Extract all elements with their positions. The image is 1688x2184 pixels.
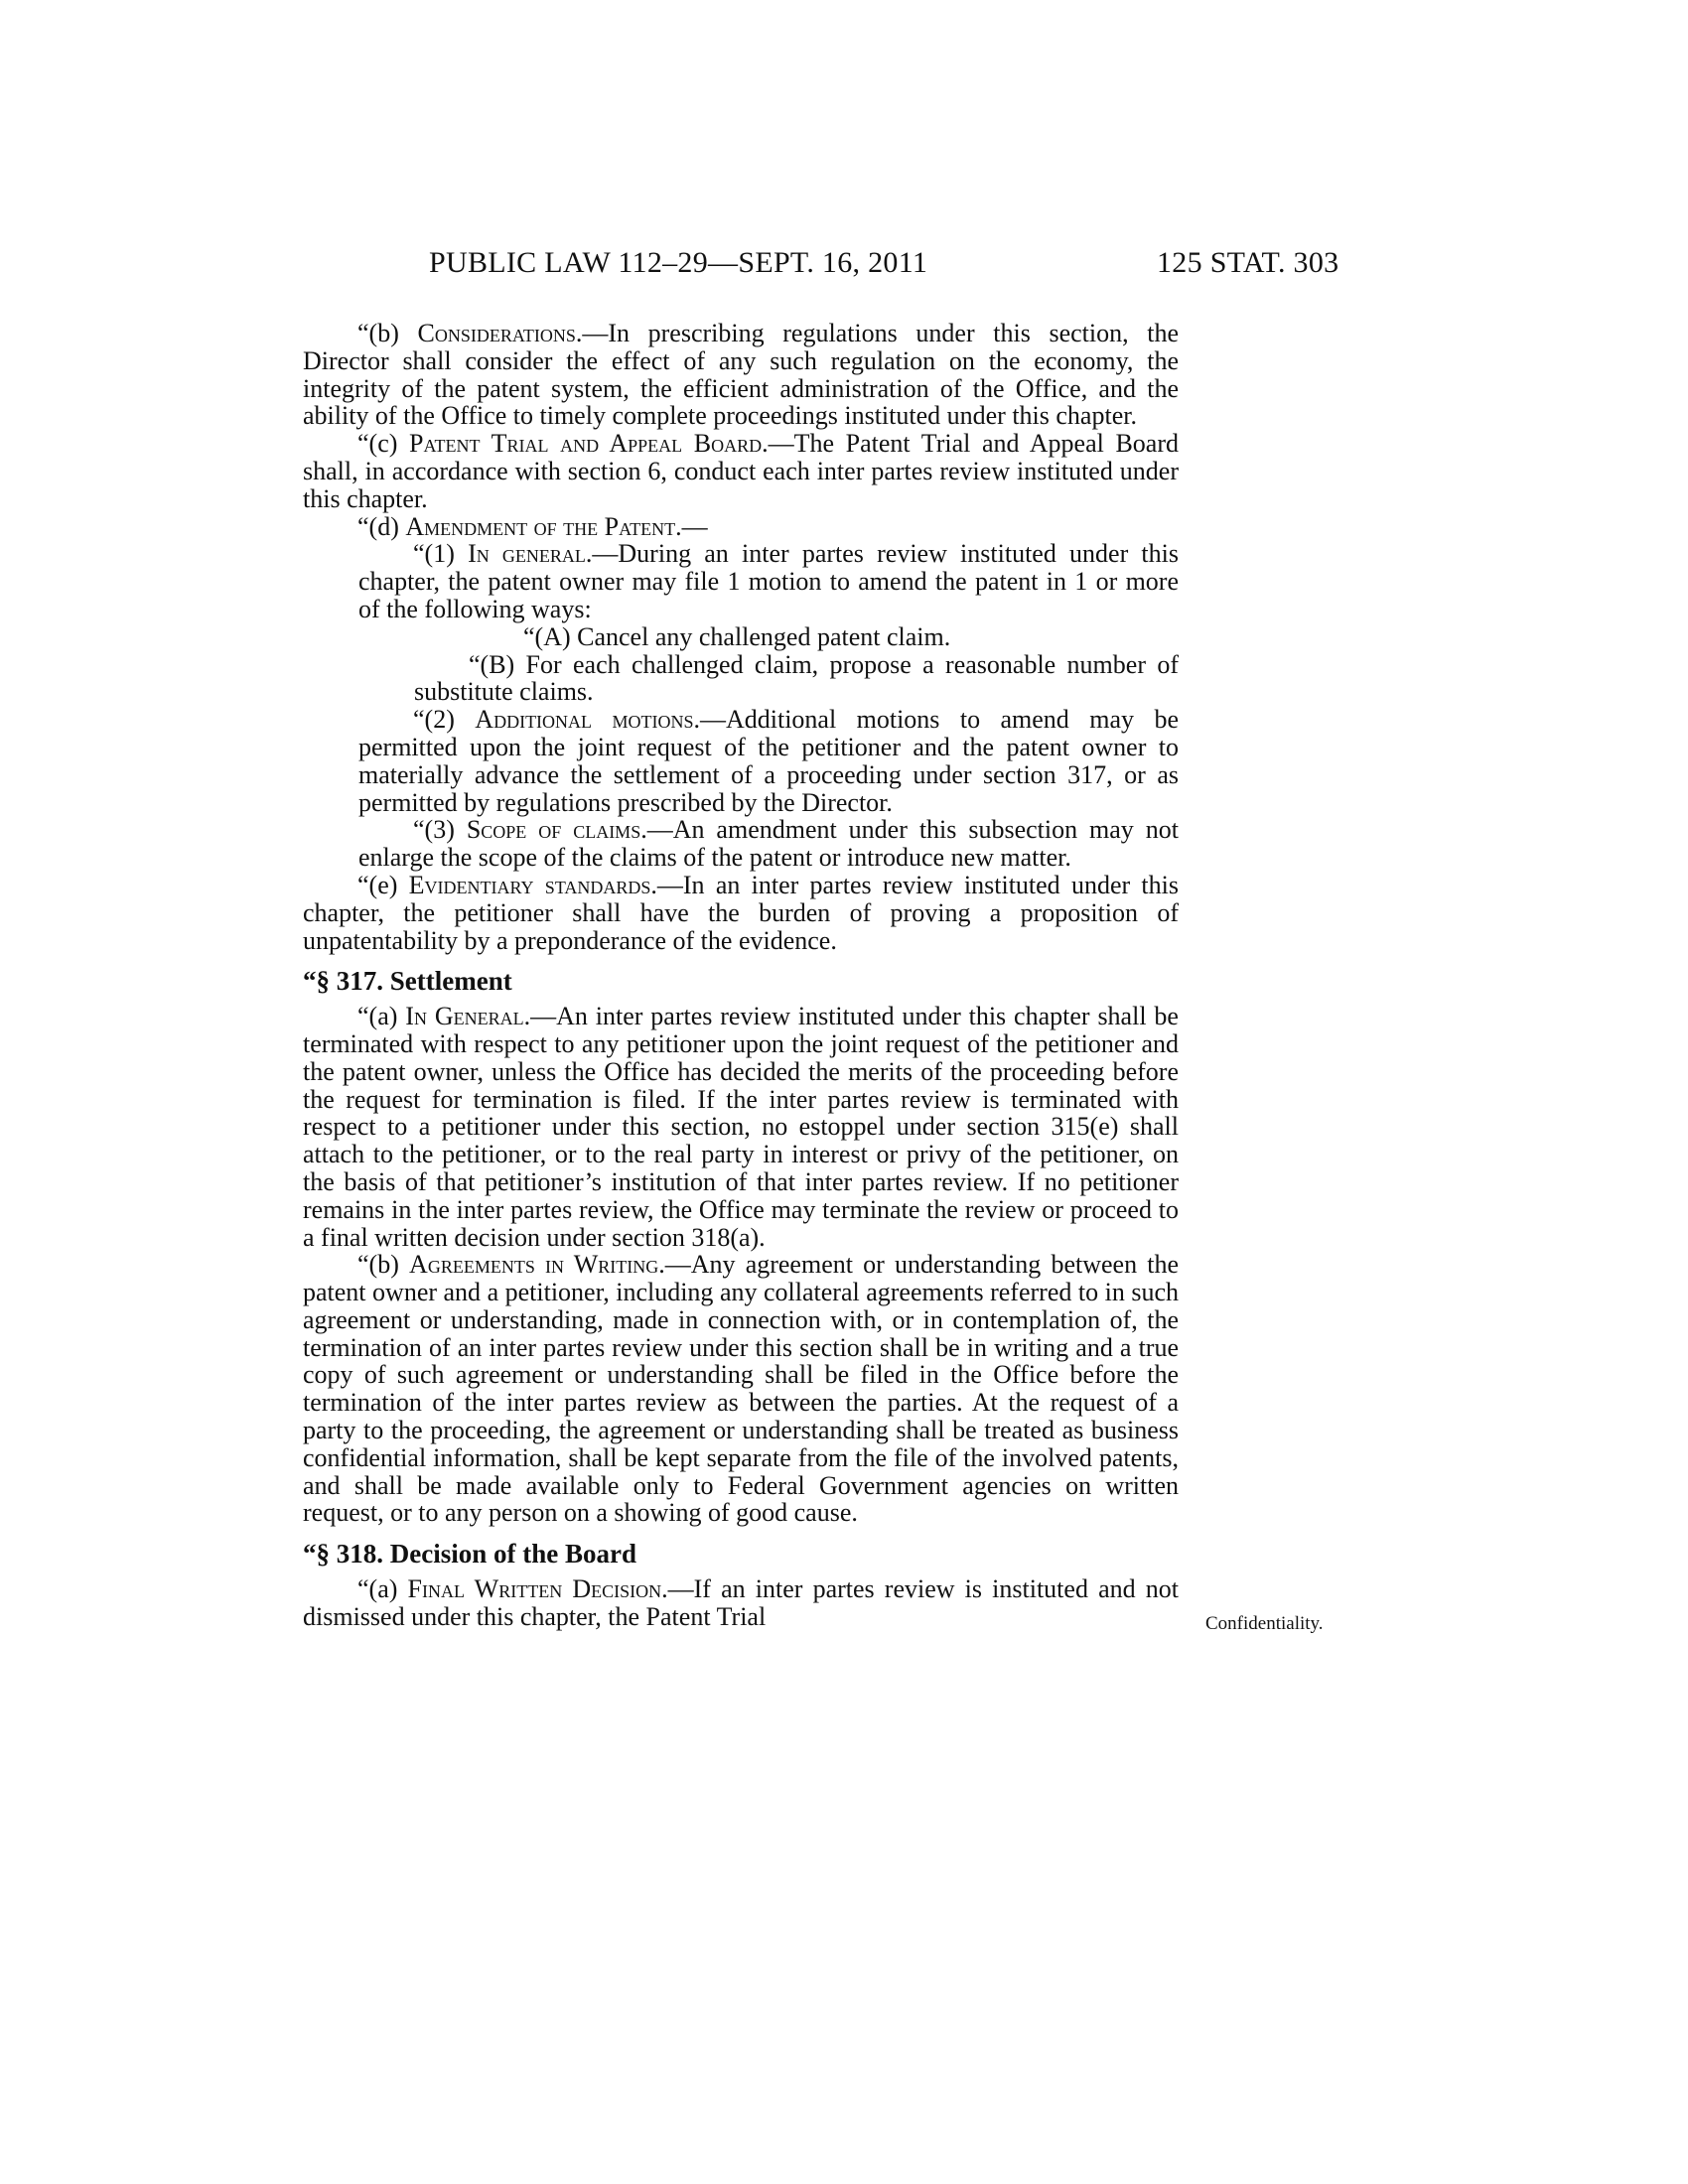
page-header — [0, 246, 1688, 286]
caption: In general — [468, 539, 586, 569]
caption: Considerations — [417, 319, 576, 347]
section-317-b: “(b) Agreements in Writing.—Any agreement or understanding between the patent owner and a petitioner, including any collateral agreements referred to in such agreement or understanding, made in connection with, or in contemplation of, the termination of an inter partes review under this section shall be in writing and a true copy of such agreement or understanding shall be filed in the Office before the termination of the inter partes review as between the parties. At the request of a party to the proceeding, the agreement or understanding shall be treated as business confidential information, shall be kept separate from the file of the involved patents, and shall be made available only to Federal Government agencies on written request, or to any person on a showing of good cause. — [303, 1250, 1180, 1528]
clause-d1-a: “(A) Cancel any challenged patent claim. — [523, 621, 951, 651]
caption: Amendment of the Patent — [405, 511, 676, 541]
paragraph-d3-scope: “(3) Scope of claims.—An amendment under this subsection may not enlarge the scope of the claims of the patent or introduce new matter. — [358, 815, 1179, 873]
caption: In General — [405, 1002, 524, 1031]
subsection-e-evidentiary: “(e) Evidentiary standards.—In an inter partes review instituted under this chapter, the petitioner shall have the burden of proving a proposition of unpatentability by a preponderance of the evidence. — [303, 870, 1179, 955]
caption: Patent Trial and Appeal Board — [409, 429, 763, 459]
section-317-a: “(a) In General.—An inter partes review instituted under this chapter shall be terminated with respect to any petitioner upon the joint request of the petitioner and the patent owner, unless the Office has decided the merits of the proceeding before the request for termination is filed. If the inter partes review is terminated with respect to a petitioner under this section, no estoppel under section 315(e) shall attach to the petitioner, or to the real party in interest or privy of the petitioner, on the basis of that petitioner’s institution of that inter partes review. If no petitioner remains in the inter partes review, the Office may terminate the review or proceed to a final written decision under section 318(a). — [303, 1002, 1179, 1252]
clause-d1-b: “(B) For each challenged claim, propose a reasonable number of substitute claims. — [414, 649, 1179, 707]
running-title: PUBLIC LAW 112–29—SEPT. 16, 2011 — [429, 246, 928, 279]
section-317-heading: “§ 317. Settlement — [303, 966, 512, 997]
statute-page-number: 125 STAT. 303 — [1157, 246, 1339, 279]
caption: Scope of claims — [466, 815, 641, 845]
paragraph-d1-general: “(1) In general.—During an inter partes review instituted under this chapter, the patent owner may file 1 motion to amend the patent in 1 or more of the following ways: — [358, 539, 1179, 623]
subsection-c-board: “(c) Patent Trial and Appeal Board.—The Patent Trial and Appeal Board shall, in accordance with section 6, conduct each inter partes review instituted under this chapter. — [303, 429, 1179, 513]
margin-note-confidentiality: Confidentiality. — [1205, 1613, 1324, 1634]
caption: Agreements in Writing — [409, 1250, 659, 1280]
section-318-a: “(a) Final Written Decision.—If an inter partes review is instituted and not dismissed under this chapter, the Patent Trial — [303, 1574, 1179, 1631]
section-318-heading: “§ 318. Decision of the Board — [303, 1539, 636, 1570]
document-body — [303, 320, 1179, 1631]
subsection-b-considerations: “(b) Considerations.—In prescribing regulations under this section, the Director shall consider the effect of any such regulation on the economy, the integrity of the patent system, the efficient administration of the Office, and the ability of the Office to timely complete proceedings instituted under this chapter. — [303, 319, 1179, 431]
caption: Final Written Decision — [407, 1574, 662, 1604]
caption: Additional motions — [475, 705, 694, 735]
subsection-d-amendment: “(d) Amendment of the Patent.— — [357, 511, 708, 541]
caption: Evidentiary standards — [408, 870, 651, 899]
paragraph-d2-additional-motions: “(2) Additional motions.—Additional motions to amend may be permitted upon the joint request of the petitioner and the patent owner to materially advance the settlement of a proceeding under section 317, or as permitted by regulations prescribed by the Director. — [358, 705, 1179, 817]
